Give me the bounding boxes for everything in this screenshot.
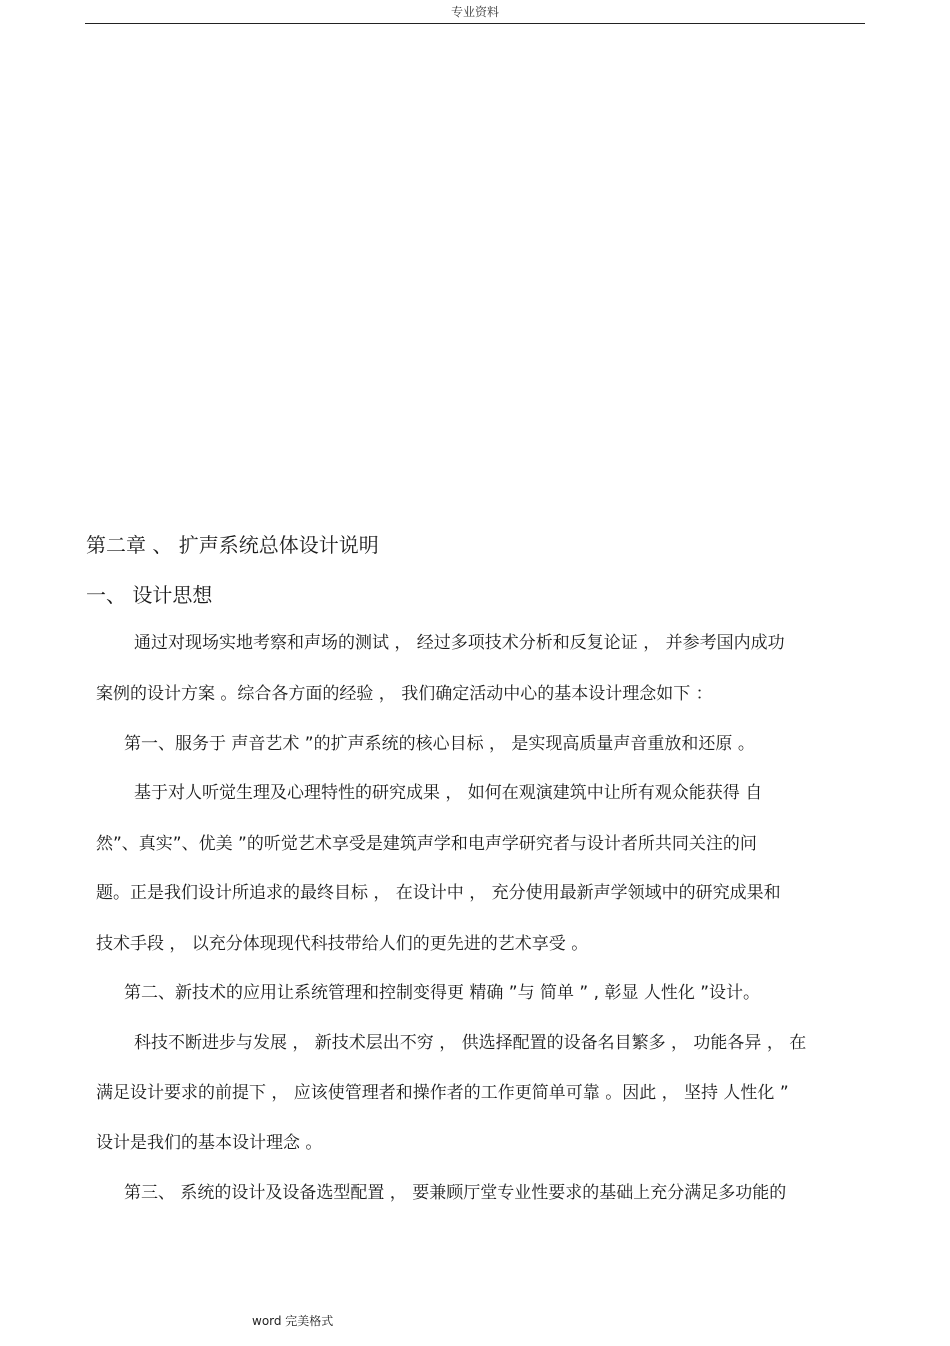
paragraph-line: 然”、真实”、优美 ”的听觉艺术享受是建筑声学和电声学研究者与设计者所共同关注的问 bbox=[96, 834, 757, 854]
chapter-title: 第二章 、 扩声系统总体设计说明 bbox=[86, 533, 379, 557]
paragraph-line: 第二、新技术的应用让系统管理和控制变得更 精确 ”与 简单 ” , 彰显 人性化 ”设计。 bbox=[124, 983, 761, 1003]
header-divider bbox=[85, 23, 865, 24]
page-footer-label: word 完美格式 bbox=[252, 1314, 334, 1328]
paragraph-line: 第一、服务于 声音艺术 ”的扩声系统的核心目标 ， 是实现高质量声音重放和还原 。 bbox=[124, 734, 755, 754]
paragraph-line: 案例的设计方案 。综合各方面的经验 ， 我们确定活动中心的基本设计理念如下 ： bbox=[96, 684, 713, 704]
paragraph-line: 题。正是我们设计所追求的最终目标 ， 在设计中 ， 充分使用最新声学领域中的研究成果和 bbox=[96, 883, 781, 903]
paragraph-line: 满足设计要求的前提下 ， 应该使管理者和操作者的工作更简单可靠 。因此 ， 坚持 人性化 ” bbox=[96, 1083, 789, 1103]
paragraph-line: 科技不断进步与发展 ， 新技术层出不穷 ， 供选择配置的设备名目繁多 ， 功能各异 ， 在 bbox=[134, 1033, 807, 1053]
page-header-label: 专业资料 bbox=[450, 5, 499, 19]
paragraph-line: 设计是我们的基本设计理念 。 bbox=[96, 1133, 323, 1153]
paragraph-line: 第三、 系统的设计及设备选型配置 ， 要兼顾厅堂专业性要求的基础上充分满足多功能的 bbox=[124, 1183, 787, 1203]
paragraph-line: 通过对现场实地考察和声场的测试 ， 经过多项技术分析和反复论证 ， 并参考国内成功 bbox=[134, 633, 785, 653]
paragraph-line: 技术手段 ， 以充分体现现代科技带给人们的更先进的艺术享受 。 bbox=[96, 934, 589, 954]
paragraph-line: 基于对人听觉生理及心理特性的研究成果 ， 如何在观演建筑中让所有观众能获得 自 bbox=[134, 783, 763, 803]
section-title: 一、 设计思想 bbox=[86, 583, 213, 607]
